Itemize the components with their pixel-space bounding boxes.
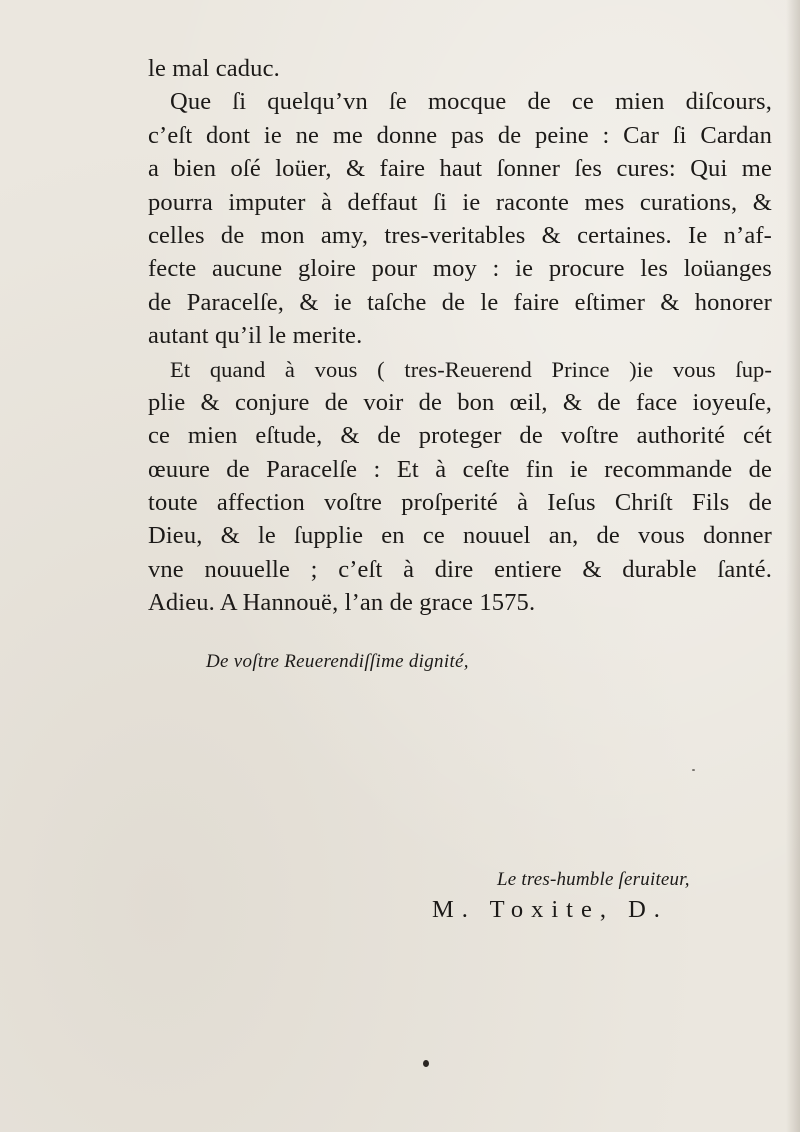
text-line: de Paracelſe, & ie taſche de le faire eſtimer & honorer (148, 288, 772, 316)
ink-speck (423, 1060, 429, 1067)
text-line: Et quand à vous ( tres-Reuerend Prince )ie vous ſup- (170, 356, 772, 382)
text-line: toute affection voſtre proſperité à Ieſus Chriſt Fils de (148, 489, 772, 517)
text-line: œuure de Paracelſe : Et à ceſte fin ie recommande de (148, 455, 772, 483)
text-line: plie & conjure de voir de bon œil, & de face ioyeuſe, (148, 388, 772, 416)
text-line: le mal caduc. (148, 55, 280, 82)
ink-speck (692, 769, 695, 771)
text-line: autant qu’il le merite. (148, 322, 363, 350)
author-signature: M. Toxite, D. (432, 896, 668, 923)
text-line: a bien oſé loüer, & faire haut ſonner ſes cures: Qui me (148, 155, 772, 183)
text-line: pourra imputer à deffaut ſi ie raconte mes curations, & (148, 188, 772, 216)
text-line: ce mien eſtude, & de proteger de voſtre authorité cét (148, 422, 772, 450)
text-line: c’eſt dont ie ne me donne pas de peine : Car ſi Cardan (148, 121, 772, 149)
closing-salutation: De voſtre Reuerendiſſime dignité, (206, 651, 469, 672)
letter-body (148, 52, 772, 620)
text-line: Que ſi quelqu’vn ſe mocque de ce mien diſcours, (170, 88, 772, 116)
text-line: Dieu, & le ſupplie en ce nouuel an, de vous donner (148, 522, 772, 550)
text-line: Adieu. A Hannouë, l’an de grace 1575. (148, 589, 536, 617)
page-edge-shadow (786, 0, 800, 1132)
servant-line: Le tres-humble ſeruiteur, (497, 869, 690, 890)
text-line: vne nouuelle ; c’eſt à dire entiere & durable ſanté. (148, 555, 772, 583)
text-line: celles de mon amy, tres-veritables & certaines. Ie n’af- (148, 221, 772, 249)
text-line: fecte aucune gloire pour moy : ie procure les loüanges (148, 255, 772, 283)
